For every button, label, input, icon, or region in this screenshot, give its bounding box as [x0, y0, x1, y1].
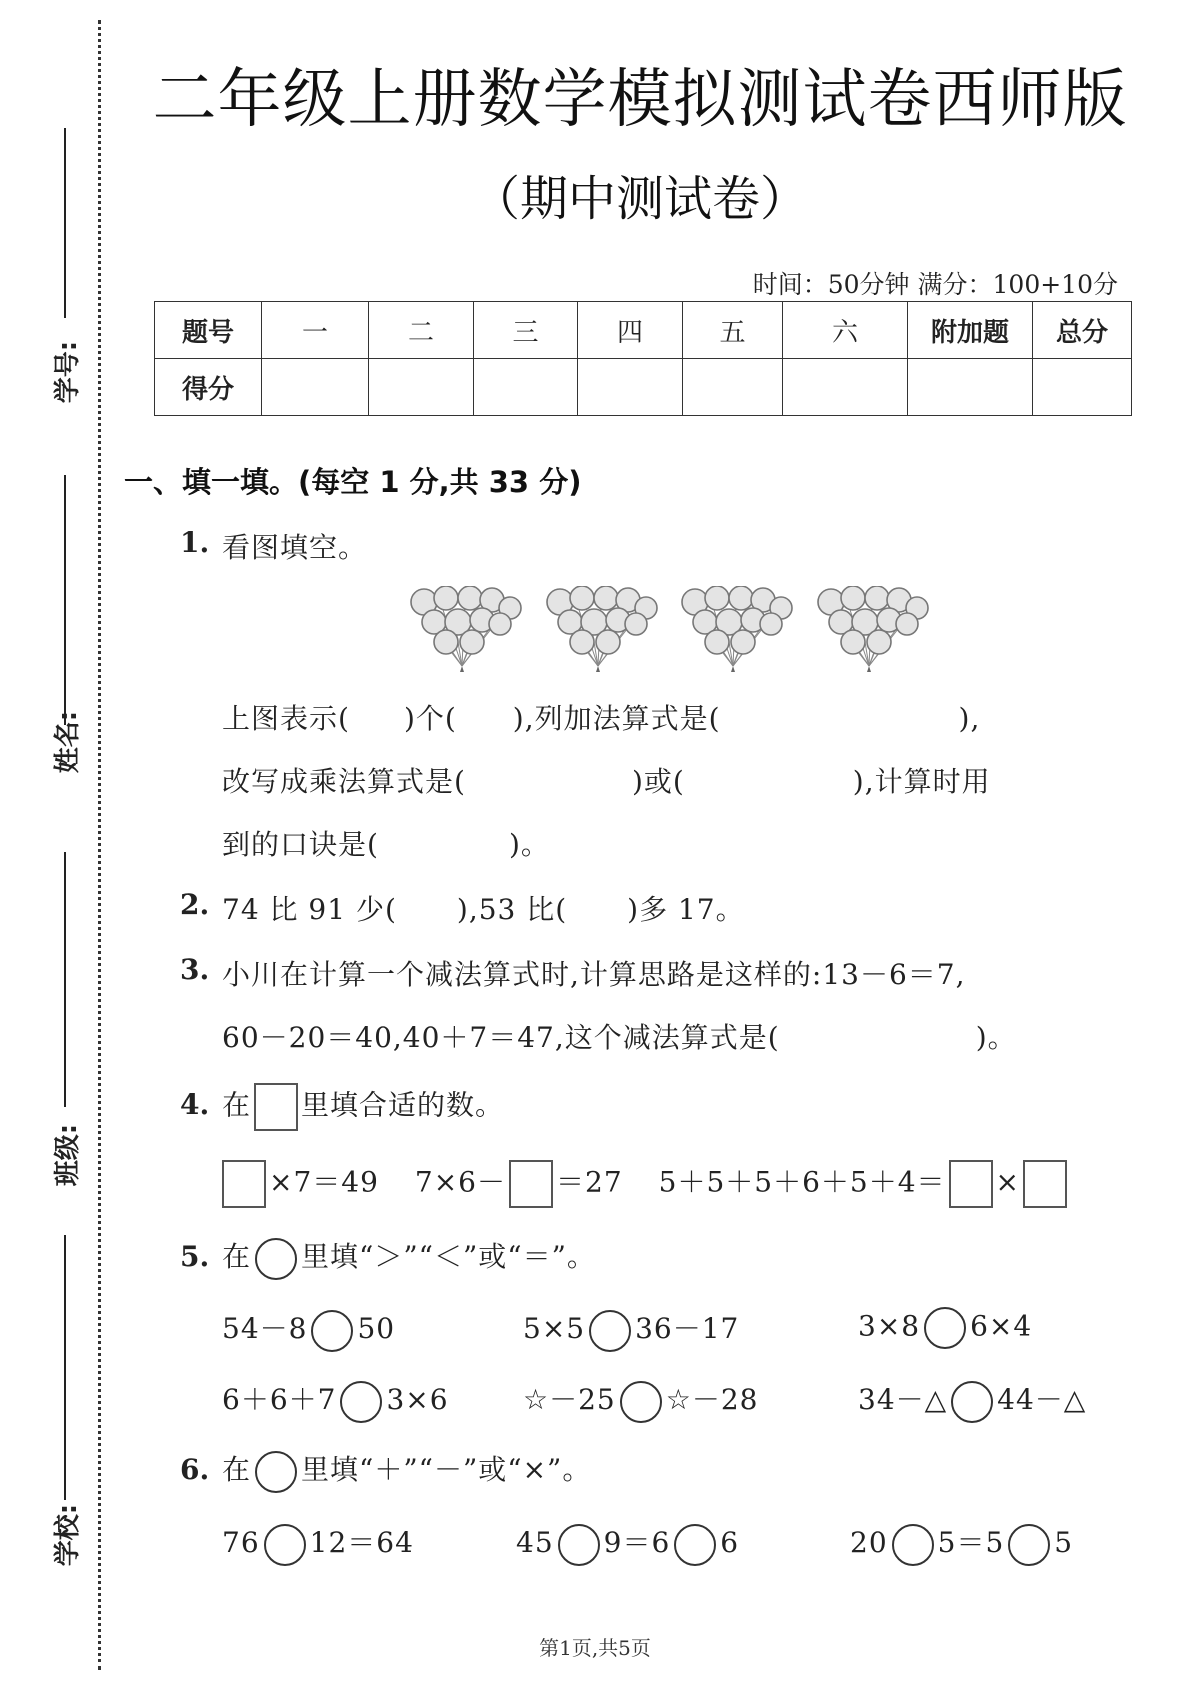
score-table-row-header: 得分: [155, 359, 262, 416]
q1-text: 改写成乘法算式是(: [222, 765, 466, 798]
q6-equation-1: [222, 1521, 414, 1566]
q6-equation-2: [516, 1521, 739, 1566]
score-table-header-row: [155, 302, 1132, 359]
score-cell[interactable]: [262, 359, 369, 416]
q3-line-1: 小川在计算一个减法算式时,计算思路是这样的:13－6＝7,: [222, 958, 966, 991]
q5-compare-4: [222, 1378, 449, 1423]
equation-text: 5: [1054, 1526, 1074, 1559]
answer-box[interactable]: [1023, 1160, 1067, 1208]
q4-text: 里填合适的数。: [301, 1088, 505, 1122]
q3-text: 60－20＝40,40＋7＝47,这个减法算式是(: [222, 1021, 780, 1054]
q6-equation-3: [850, 1521, 1073, 1566]
equation-text: 9＝6: [603, 1526, 671, 1559]
student-no-label: 学号:: [53, 340, 83, 404]
school-label: 学校:: [53, 1503, 83, 1567]
q4-equation-text: 7×6－: [414, 1165, 506, 1199]
page-footer: 第1页,共5页: [539, 1636, 651, 1660]
exam-meta: 时间：50分钟 满分：100+10分: [752, 270, 1118, 299]
score-table-col: 一: [262, 302, 369, 359]
class-label: 班级:: [53, 1123, 83, 1187]
page-title: 二年级上册数学模拟测试卷西师版: [152, 63, 1128, 137]
score-cell[interactable]: [683, 359, 783, 416]
score-table-col: 六: [783, 302, 908, 359]
equation-text: 12＝64: [309, 1526, 414, 1559]
score-table-row-header: 题号: [155, 302, 262, 359]
school-blank: [64, 1235, 66, 1500]
q5-compare-2: [523, 1307, 739, 1352]
score-cell[interactable]: [369, 359, 474, 416]
q2-text: ),53 比(: [456, 893, 568, 926]
score-cell[interactable]: [474, 359, 578, 416]
q2-text: )多 17。: [627, 893, 745, 926]
answer-circle[interactable]: [620, 1381, 662, 1423]
compare-left: 5×5: [523, 1312, 586, 1345]
equation-text: 76: [222, 1526, 260, 1559]
q5-text: 在: [222, 1240, 252, 1273]
q3-number: 3.: [180, 953, 210, 986]
score-table-col: 三: [474, 302, 578, 359]
q6-prompt: [222, 1448, 591, 1493]
answer-box[interactable]: [509, 1160, 553, 1208]
score-cell[interactable]: [783, 359, 908, 416]
compare-right: 50: [357, 1312, 396, 1345]
student-no-blank: [64, 128, 66, 318]
answer-circle[interactable]: [892, 1524, 934, 1566]
q1-line-3: [222, 823, 550, 863]
q5-text: 里填“＞”“＜”或“＝”。: [301, 1240, 596, 1273]
q1-number: 1.: [180, 526, 210, 559]
q5-compare-1: [222, 1307, 395, 1352]
page-subtitle: （期中测试卷）: [471, 171, 808, 227]
q2-line: [222, 888, 745, 928]
q1-text: )个(: [403, 702, 457, 735]
q6-number: 6.: [180, 1453, 210, 1486]
q4-number: 4.: [180, 1088, 210, 1121]
q4-equation-text: 5＋5＋5＋6＋5＋4＝: [658, 1165, 946, 1199]
section-1-heading: 一、填一填。(每空 1 分,共 33 分): [124, 465, 582, 499]
q4-equations: [222, 1160, 1070, 1208]
q5-compare-5: [523, 1378, 758, 1423]
binding-dotted-line: [98, 20, 101, 1670]
answer-circle[interactable]: [340, 1381, 382, 1423]
q5-number: 5.: [180, 1240, 210, 1273]
q1-text: ),列加法算式是(: [512, 702, 721, 735]
answer-circle[interactable]: [589, 1310, 631, 1352]
q1-line-2: [222, 760, 991, 800]
score-cell[interactable]: [908, 359, 1033, 416]
q3-text: )。: [975, 1021, 1017, 1054]
answer-circle[interactable]: [674, 1524, 716, 1566]
q4-text: 在: [222, 1088, 252, 1122]
q1-line-1: [222, 697, 980, 737]
circle-icon: [255, 1238, 297, 1280]
compare-left: 54－8: [222, 1312, 308, 1345]
equation-text: 5＝5: [937, 1526, 1005, 1559]
q6-text: 里填“＋”“－”或“×”。: [301, 1453, 592, 1486]
class-blank: [64, 852, 66, 1107]
answer-circle[interactable]: [264, 1524, 306, 1566]
score-cell[interactable]: [1033, 359, 1132, 416]
equation-text: 6: [720, 1526, 740, 1559]
compare-right: ☆－28: [665, 1383, 759, 1416]
q4-equation-text: ×: [995, 1165, 1020, 1199]
score-cell[interactable]: [578, 359, 683, 416]
circle-icon: [255, 1451, 297, 1493]
balloon-bunches: [410, 586, 930, 672]
compare-right: 36－17: [635, 1312, 740, 1345]
equation-text: 20: [850, 1526, 888, 1559]
answer-circle[interactable]: [924, 1307, 966, 1349]
q1-text: )。: [508, 828, 550, 861]
score-table-col: 总分: [1033, 302, 1132, 359]
answer-circle[interactable]: [558, 1524, 600, 1566]
q4-prompt: [222, 1083, 504, 1131]
answer-circle[interactable]: [311, 1310, 353, 1352]
compare-right: 44－△: [997, 1383, 1087, 1416]
score-table-col: 二: [369, 302, 474, 359]
equation-text: 45: [516, 1526, 554, 1559]
compare-left: 3×8: [858, 1309, 921, 1343]
q1-text: ),: [958, 702, 981, 735]
compare-left: 34－△: [858, 1383, 948, 1416]
q5-compare-6: [858, 1378, 1086, 1423]
q2-number: 2.: [180, 888, 210, 921]
score-table-col: 附加题: [908, 302, 1033, 359]
compare-right: 3×6: [386, 1383, 449, 1416]
score-table-score-row: [155, 359, 1132, 416]
compare-left: ☆－25: [523, 1383, 616, 1416]
score-table-col: 五: [683, 302, 783, 359]
q1-text: 到的口诀是(: [222, 828, 379, 861]
q1-text: )或(: [631, 765, 685, 798]
q6-text: 在: [222, 1453, 252, 1486]
q1-prompt: 看图填空。: [222, 531, 368, 564]
name-blank: [64, 475, 66, 725]
name-label: 姓名:: [53, 710, 83, 774]
compare-left: 6＋6＋7: [222, 1383, 337, 1416]
square-box-icon: [254, 1083, 298, 1131]
q4-equation-text: ＝27: [556, 1165, 623, 1199]
q5-compare-3: [858, 1307, 1032, 1349]
q5-prompt: [222, 1235, 596, 1280]
q2-text: 74 比 91 少(: [222, 893, 397, 926]
answer-circle[interactable]: [1008, 1524, 1050, 1566]
compare-right: 6×4: [970, 1309, 1033, 1343]
score-table: [154, 301, 1132, 416]
answer-circle[interactable]: [951, 1381, 993, 1423]
q1-text: ),计算时用: [852, 765, 991, 798]
answer-box[interactable]: [949, 1160, 993, 1208]
answer-box[interactable]: [222, 1160, 266, 1208]
q4-equation-text: ×7＝49: [269, 1165, 379, 1199]
q1-text: 上图表示(: [222, 702, 350, 735]
score-table-col: 四: [578, 302, 683, 359]
q3-line-2: [222, 1016, 1017, 1056]
